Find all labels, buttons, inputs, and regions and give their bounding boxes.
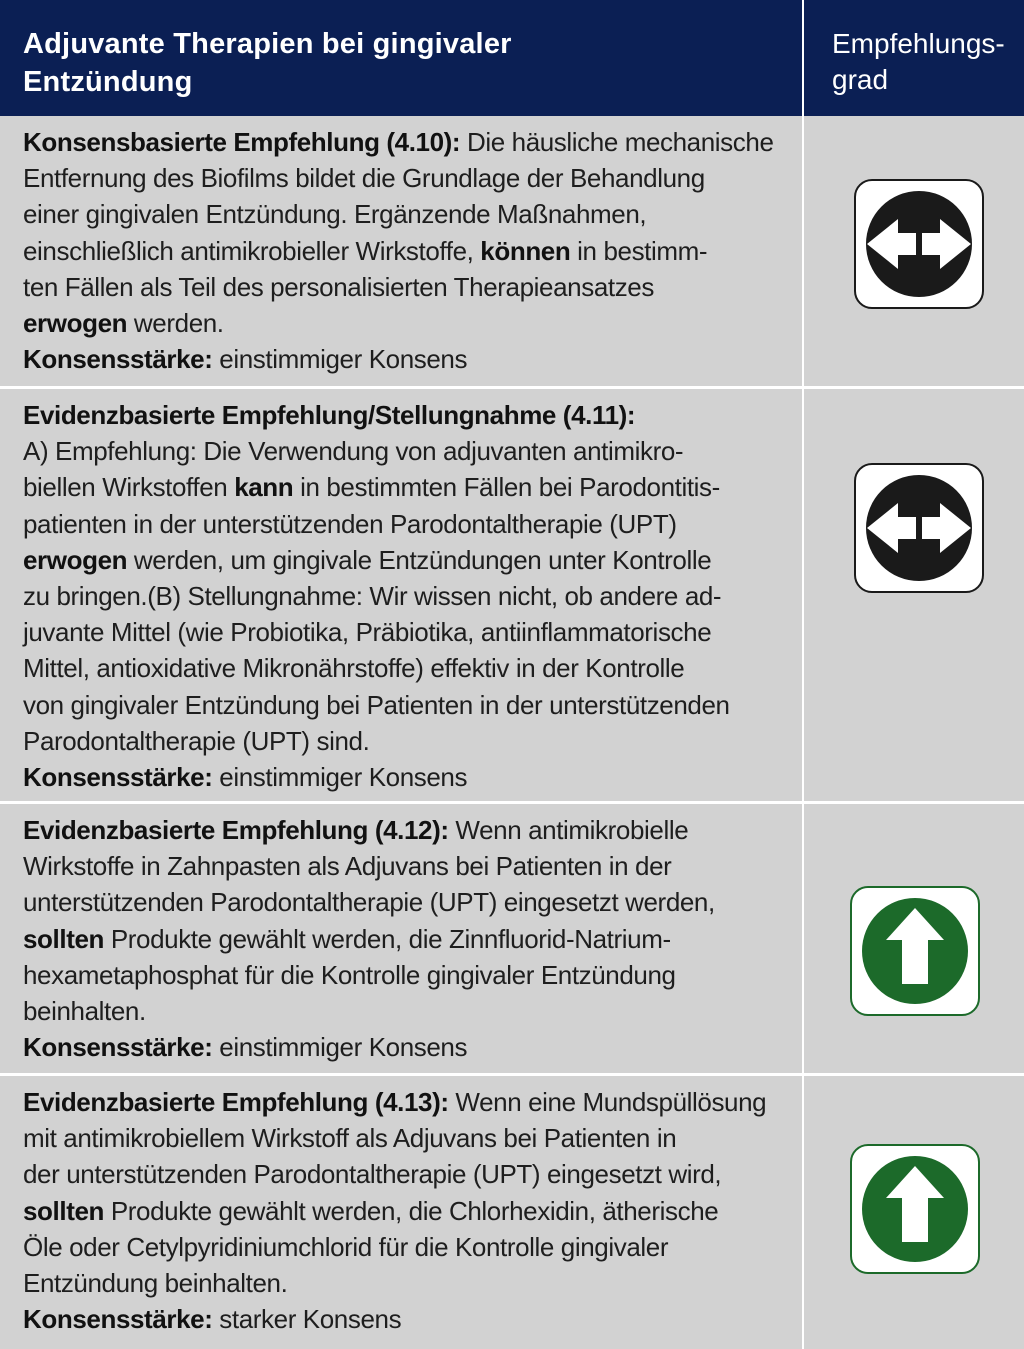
- column-divider: [802, 116, 804, 388]
- double-arrow-icon: [856, 465, 982, 591]
- recommendation-grade-badge: [854, 179, 984, 309]
- table-title-line-1: Adjuvante Therapien bei gingivaler: [23, 28, 512, 60]
- grade-header-line-2: grad: [832, 64, 889, 95]
- table-row: [0, 389, 1024, 803]
- recommendation-text: Konsensbasierte Empfehlung (4.10): Die häusliche mechanische Entfernung des Biofilms bildet die Grundlage der Behandlung einer gingivalen Entzündung. Ergänzende Maßnahmen, einschließlich antimikrobieller Wirkstoffe, können in bestimm- ten Fällen als Teil des personalisierten Therapieansatzes erwogen werden. Konsensstärke: einstimmiger Konsens: [23, 124, 798, 377]
- consensus-strength: Konsensstärke: einstimmiger Konsens: [23, 1032, 468, 1063]
- recommendation-grade-badge: [854, 463, 984, 593]
- table-title-line-2: Entzündung: [23, 66, 193, 98]
- recommendation-grade-badge: [850, 1144, 980, 1274]
- recommendation-label: Evidenzbasierte Empfehlung (4.13):: [23, 1087, 449, 1117]
- table-title: [23, 25, 783, 101]
- consensus-strength: Konsensstärke: einstimmiger Konsens: [23, 344, 468, 375]
- recommendation-text: Evidenzbasierte Empfehlung/Stellungnahme (4.11): A) Empfehlung: Die Verwendung von adjuvanten antimikro- biellen Wirkstoffen kann in bestimmten Fällen bei Parodontitis- patienten in der unterstützenden Parodontaltherapie (UPT) erwogen werden, um gingivale Entzündungen unter Kontrolle zu bringen.(B) Stellungnahme: Wir wissen nicht, ob andere ad- juvante Mittel (wie Probiotika, Präbiotika, antiinflammatorische Mittel, antioxidative Mikronährstoffe) effektiv in der Kontrolle von gingivaler Entzündung bei Patienten in der unterstützenden Parodontaltherapie (UPT) sind. Konsensstärke: einstimmiger Konsens: [23, 397, 798, 795]
- grade-header-line-1: Empfehlungs-: [832, 28, 1005, 59]
- table-row: [0, 804, 1024, 1074]
- header-column-divider: [802, 0, 804, 116]
- recommendation-text: Evidenzbasierte Empfehlung (4.13): Wenn eine Mundspüllösung mit antimikrobiellem Wirkstoff als Adjuvans bei Patienten in der unterstützenden Parodontaltherapie (UPT) eingesetzt wird, sollten Produkte gewählt werden, die Chlorhexidin, ätherische Öle oder Cetylpyridiniumchlorid für die Kontrolle gingivaler Entzündung beinhalten. Konsensstärke: starker Konsens: [23, 1084, 798, 1337]
- up-arrow-icon: [852, 888, 978, 1014]
- table-row: [0, 116, 1024, 388]
- table-header: [0, 0, 1024, 116]
- grade-column-header: [832, 26, 1012, 98]
- recommendation-label: Konsensbasierte Empfehlung (4.10):: [23, 127, 461, 157]
- column-divider: [802, 804, 804, 1074]
- up-arrow-icon: [852, 1146, 978, 1272]
- table-row: [0, 1076, 1024, 1349]
- recommendation-text: Evidenzbasierte Empfehlung (4.12): Wenn antimikrobielle Wirkstoffe in Zahnpasten als Adjuvans bei Patienten in der unterstützenden Parodontaltherapie (UPT) eingesetzt werden, sollten Produkte gewählt werden, die Zinnfluorid-Natrium- hexametaphosphat für die Kontrolle gingivaler Entzündung beinhalten. Konsensstärke: einstimmiger Konsens: [23, 812, 798, 1065]
- column-divider: [802, 389, 804, 803]
- recommendation-label: Evidenzbasierte Empfehlung/Stellungnahme (4.11):: [23, 400, 636, 430]
- consensus-strength: Konsensstärke: einstimmiger Konsens: [23, 762, 468, 793]
- recommendation-label: Evidenzbasierte Empfehlung (4.12):: [23, 815, 449, 845]
- column-divider: [802, 1076, 804, 1349]
- double-arrow-icon: [856, 181, 982, 307]
- consensus-strength: Konsensstärke: starker Konsens: [23, 1304, 402, 1335]
- recommendation-grade-badge: [850, 886, 980, 1016]
